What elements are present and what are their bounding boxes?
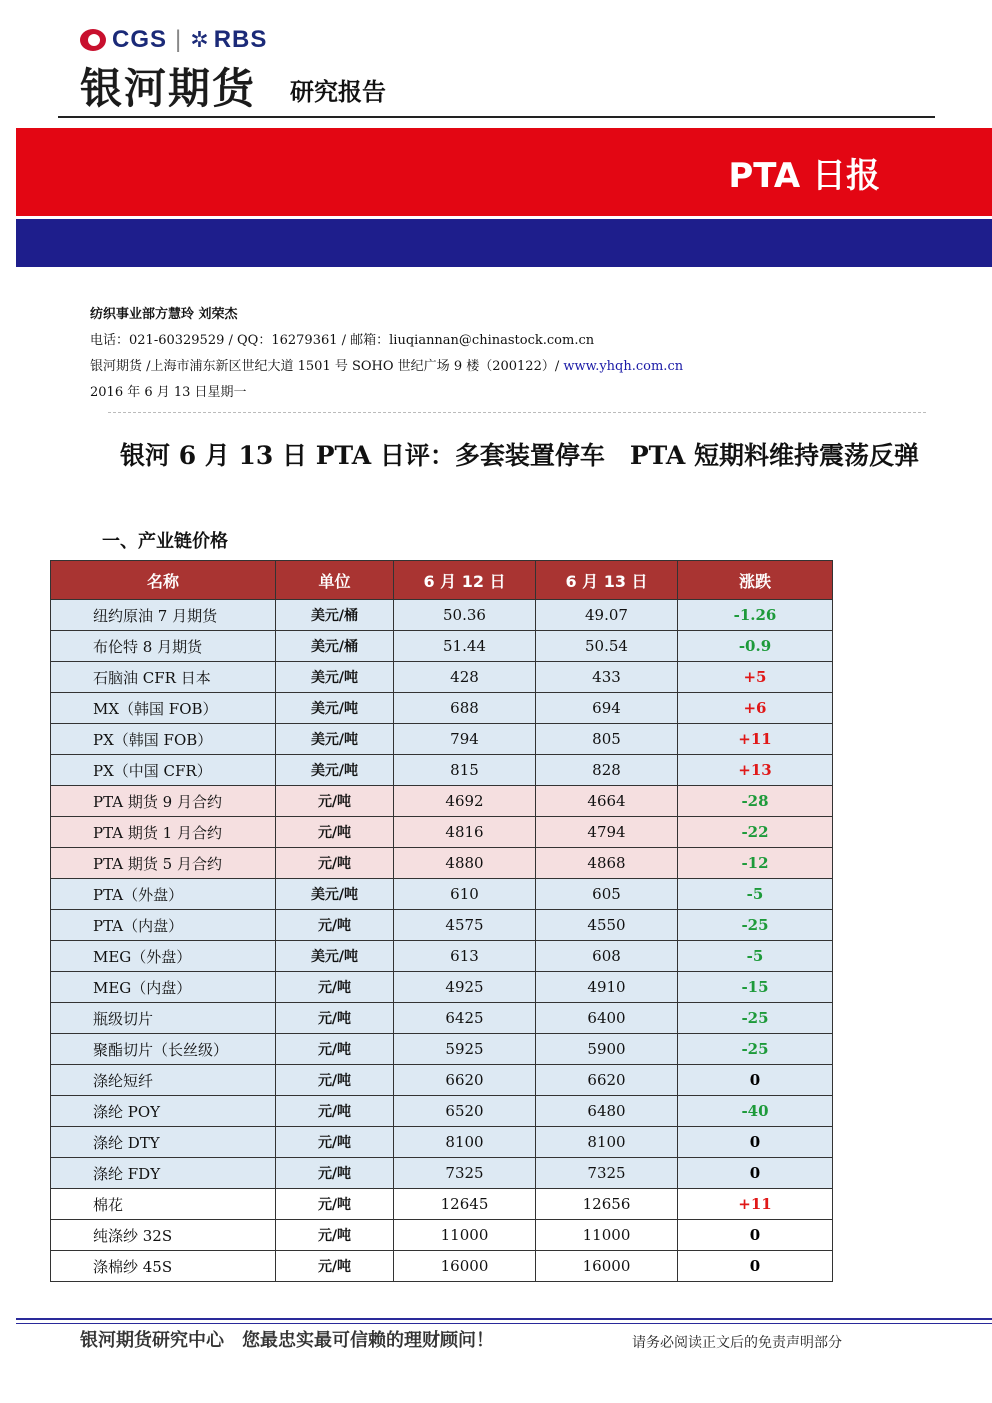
table-row bbox=[51, 1220, 833, 1251]
cell-unit: 美元/吨 bbox=[276, 879, 394, 910]
author-line: 纺织事业部方慧玲 刘荣杰 bbox=[90, 307, 238, 322]
cell-name: 涤纶 POY bbox=[51, 1096, 276, 1127]
cell-name: PTA（外盘） bbox=[51, 879, 276, 910]
cell-jun13: 16000 bbox=[536, 1251, 678, 1282]
cell-jun13: 433 bbox=[536, 662, 678, 693]
header-divider bbox=[58, 116, 935, 118]
cgs-swirl-icon bbox=[80, 29, 106, 51]
table-row bbox=[51, 786, 833, 817]
cell-jun13: 605 bbox=[536, 879, 678, 910]
cell-jun12: 51.44 bbox=[394, 631, 536, 662]
cell-change: 0 bbox=[678, 1127, 833, 1158]
cell-change: +6 bbox=[678, 693, 833, 724]
table-row bbox=[51, 1065, 833, 1096]
cell-jun13: 4910 bbox=[536, 972, 678, 1003]
cell-change: 0 bbox=[678, 1251, 833, 1282]
cell-jun12: 794 bbox=[394, 724, 536, 755]
cell-jun13: 12656 bbox=[536, 1189, 678, 1220]
table-row bbox=[51, 1003, 833, 1034]
table-row bbox=[51, 631, 833, 662]
cell-jun12: 8100 bbox=[394, 1127, 536, 1158]
footer-disclaimer: 请务必阅读正文后的免责声明部分 bbox=[632, 1335, 842, 1351]
table-row bbox=[51, 941, 833, 972]
table-row bbox=[51, 600, 833, 631]
cell-change: 0 bbox=[678, 1065, 833, 1096]
cell-jun12: 6520 bbox=[394, 1096, 536, 1127]
title-banner bbox=[16, 128, 992, 216]
cell-jun13: 8100 bbox=[536, 1127, 678, 1158]
col-header-change: 涨跌 bbox=[678, 561, 833, 600]
address-text: 银河期货 /上海市浦东新区世纪大道 1501 号 SOHO 世纪广场 9 楼（200122）/ bbox=[90, 359, 564, 374]
cell-change: -0.9 bbox=[678, 631, 833, 662]
cell-name: PX（中国 CFR） bbox=[51, 755, 276, 786]
cell-change: -22 bbox=[678, 817, 833, 848]
website-link[interactable]: www.yhqh.com.cn bbox=[563, 359, 684, 374]
price-table bbox=[50, 560, 833, 1282]
cell-unit: 美元/桶 bbox=[276, 631, 394, 662]
cell-jun12: 815 bbox=[394, 755, 536, 786]
logo-rbs: RBS bbox=[213, 26, 268, 53]
cell-jun13: 608 bbox=[536, 941, 678, 972]
col-header-name: 名称 bbox=[51, 561, 276, 600]
cell-name: 涤纶 FDY bbox=[51, 1158, 276, 1189]
report-type: 研究报告 bbox=[290, 78, 386, 106]
cell-change: -40 bbox=[678, 1096, 833, 1127]
cell-unit: 美元/吨 bbox=[276, 755, 394, 786]
logo-cgs: CGS bbox=[112, 26, 168, 53]
cell-unit: 美元/吨 bbox=[276, 662, 394, 693]
cell-name: 棉花 bbox=[51, 1189, 276, 1220]
table-row bbox=[51, 1189, 833, 1220]
cell-jun12: 613 bbox=[394, 941, 536, 972]
cell-unit: 元/吨 bbox=[276, 786, 394, 817]
cell-jun12: 4575 bbox=[394, 910, 536, 941]
cell-jun12: 7325 bbox=[394, 1158, 536, 1189]
cell-name: PTA 期货 1 月合约 bbox=[51, 817, 276, 848]
cell-jun13: 6400 bbox=[536, 1003, 678, 1034]
blue-band bbox=[16, 219, 992, 267]
cell-unit: 美元/吨 bbox=[276, 693, 394, 724]
rbs-daisy-icon: ✲ bbox=[190, 27, 210, 52]
cell-unit: 美元/吨 bbox=[276, 724, 394, 755]
cell-name: PTA（内盘） bbox=[51, 910, 276, 941]
cell-jun13: 11000 bbox=[536, 1220, 678, 1251]
cell-change: +13 bbox=[678, 755, 833, 786]
cell-change: +11 bbox=[678, 1189, 833, 1220]
cell-change: -15 bbox=[678, 972, 833, 1003]
table-row bbox=[51, 1158, 833, 1189]
col-header-jun13: 6 月 13 日 bbox=[536, 561, 678, 600]
table-row bbox=[51, 1251, 833, 1282]
table-row bbox=[51, 755, 833, 786]
cell-change: -25 bbox=[678, 1034, 833, 1065]
cell-jun12: 610 bbox=[394, 879, 536, 910]
footer-rule-thin bbox=[16, 1323, 992, 1324]
cell-unit: 元/吨 bbox=[276, 910, 394, 941]
cell-unit: 元/吨 bbox=[276, 1034, 394, 1065]
cell-unit: 美元/吨 bbox=[276, 941, 394, 972]
table-header-row bbox=[51, 561, 833, 600]
cell-jun13: 4868 bbox=[536, 848, 678, 879]
table-row bbox=[51, 1096, 833, 1127]
footer-rule bbox=[16, 1318, 992, 1320]
cell-jun13: 7325 bbox=[536, 1158, 678, 1189]
col-header-jun12: 6 月 12 日 bbox=[394, 561, 536, 600]
cell-jun12: 428 bbox=[394, 662, 536, 693]
report-date: 2016 年 6 月 13 日星期一 bbox=[90, 385, 247, 400]
cell-jun12: 688 bbox=[394, 693, 536, 724]
table-row bbox=[51, 1127, 833, 1158]
cell-change: -5 bbox=[678, 879, 833, 910]
cell-name: MEG（外盘） bbox=[51, 941, 276, 972]
cell-jun12: 50.36 bbox=[394, 600, 536, 631]
cell-jun13: 6620 bbox=[536, 1065, 678, 1096]
cell-unit: 元/吨 bbox=[276, 1127, 394, 1158]
banner-title: PTA 日报 bbox=[728, 156, 880, 196]
table-row bbox=[51, 662, 833, 693]
address-line bbox=[90, 354, 683, 380]
table-row bbox=[51, 693, 833, 724]
cell-unit: 元/吨 bbox=[276, 972, 394, 1003]
cell-jun13: 50.54 bbox=[536, 631, 678, 662]
cell-jun12: 6425 bbox=[394, 1003, 536, 1034]
table-row bbox=[51, 879, 833, 910]
logo-separator: | bbox=[175, 26, 183, 53]
cell-change: -25 bbox=[678, 910, 833, 941]
cell-jun12: 6620 bbox=[394, 1065, 536, 1096]
table-row bbox=[51, 724, 833, 755]
cell-jun13: 4664 bbox=[536, 786, 678, 817]
cell-jun12: 4880 bbox=[394, 848, 536, 879]
contact-line: 电话：021-60329529 / QQ：16279361 / 邮箱：liuqiannan@chinastock.com.cn bbox=[90, 333, 595, 348]
cell-jun12: 4692 bbox=[394, 786, 536, 817]
cell-name: 布伦特 8 月期货 bbox=[51, 631, 276, 662]
cell-jun13: 805 bbox=[536, 724, 678, 755]
table-row bbox=[51, 910, 833, 941]
report-meta bbox=[90, 302, 683, 406]
cell-jun13: 5900 bbox=[536, 1034, 678, 1065]
cell-change: 0 bbox=[678, 1220, 833, 1251]
table-row bbox=[51, 817, 833, 848]
cell-change: -12 bbox=[678, 848, 833, 879]
cell-unit: 元/吨 bbox=[276, 1003, 394, 1034]
section-title: 一、产业链价格 bbox=[102, 531, 228, 552]
table-row bbox=[51, 1034, 833, 1065]
cell-change: -5 bbox=[678, 941, 833, 972]
cell-unit: 元/吨 bbox=[276, 1065, 394, 1096]
cell-jun12: 5925 bbox=[394, 1034, 536, 1065]
cell-unit: 元/吨 bbox=[276, 1251, 394, 1282]
cell-unit: 元/吨 bbox=[276, 1189, 394, 1220]
cell-jun12: 4816 bbox=[394, 817, 536, 848]
cell-change: -1.26 bbox=[678, 600, 833, 631]
company-name: 银河期货 bbox=[80, 64, 257, 113]
cell-jun13: 49.07 bbox=[536, 600, 678, 631]
cell-unit: 元/吨 bbox=[276, 817, 394, 848]
cell-name: 石脑油 CFR 日本 bbox=[51, 662, 276, 693]
cell-jun12: 12645 bbox=[394, 1189, 536, 1220]
cell-name: MEG（内盘） bbox=[51, 972, 276, 1003]
cell-change: -25 bbox=[678, 1003, 833, 1034]
cell-jun12: 16000 bbox=[394, 1251, 536, 1282]
cell-name: PX（韩国 FOB） bbox=[51, 724, 276, 755]
headline: 银河 6 月 13 日 PTA 日评：多套装置停车 PTA 短期料维持震荡反弹 bbox=[120, 441, 919, 470]
cell-unit: 美元/桶 bbox=[276, 600, 394, 631]
cell-change: +11 bbox=[678, 724, 833, 755]
cell-unit: 元/吨 bbox=[276, 1158, 394, 1189]
cell-unit: 元/吨 bbox=[276, 1220, 394, 1251]
cell-jun13: 4550 bbox=[536, 910, 678, 941]
cell-unit: 元/吨 bbox=[276, 1096, 394, 1127]
cell-unit: 元/吨 bbox=[276, 848, 394, 879]
col-header-unit: 单位 bbox=[276, 561, 394, 600]
cell-name: 涤棉纱 45S bbox=[51, 1251, 276, 1282]
table-row bbox=[51, 848, 833, 879]
cell-name: 涤纶短纤 bbox=[51, 1065, 276, 1096]
cell-change: 0 bbox=[678, 1158, 833, 1189]
cell-name: PTA 期货 9 月合约 bbox=[51, 786, 276, 817]
cell-jun12: 4925 bbox=[394, 972, 536, 1003]
table-row bbox=[51, 972, 833, 1003]
cell-name: 纽约原油 7 月期货 bbox=[51, 600, 276, 631]
cell-change: +5 bbox=[678, 662, 833, 693]
cell-name: 聚酯切片（长丝级） bbox=[51, 1034, 276, 1065]
cell-change: -28 bbox=[678, 786, 833, 817]
cell-jun13: 828 bbox=[536, 755, 678, 786]
cell-jun13: 6480 bbox=[536, 1096, 678, 1127]
cell-name: MX（韩国 FOB） bbox=[51, 693, 276, 724]
cell-name: 涤纶 DTY bbox=[51, 1127, 276, 1158]
dashed-divider bbox=[108, 412, 926, 413]
footer-slogan: 银河期货研究中心 您最忠实最可信赖的理财顾问！ bbox=[80, 1330, 494, 1351]
cell-name: PTA 期货 5 月合约 bbox=[51, 848, 276, 879]
cell-jun12: 11000 bbox=[394, 1220, 536, 1251]
company-logo bbox=[80, 26, 267, 116]
cell-name: 纯涤纱 32S bbox=[51, 1220, 276, 1251]
cell-jun13: 694 bbox=[536, 693, 678, 724]
cell-name: 瓶级切片 bbox=[51, 1003, 276, 1034]
cell-jun13: 4794 bbox=[536, 817, 678, 848]
